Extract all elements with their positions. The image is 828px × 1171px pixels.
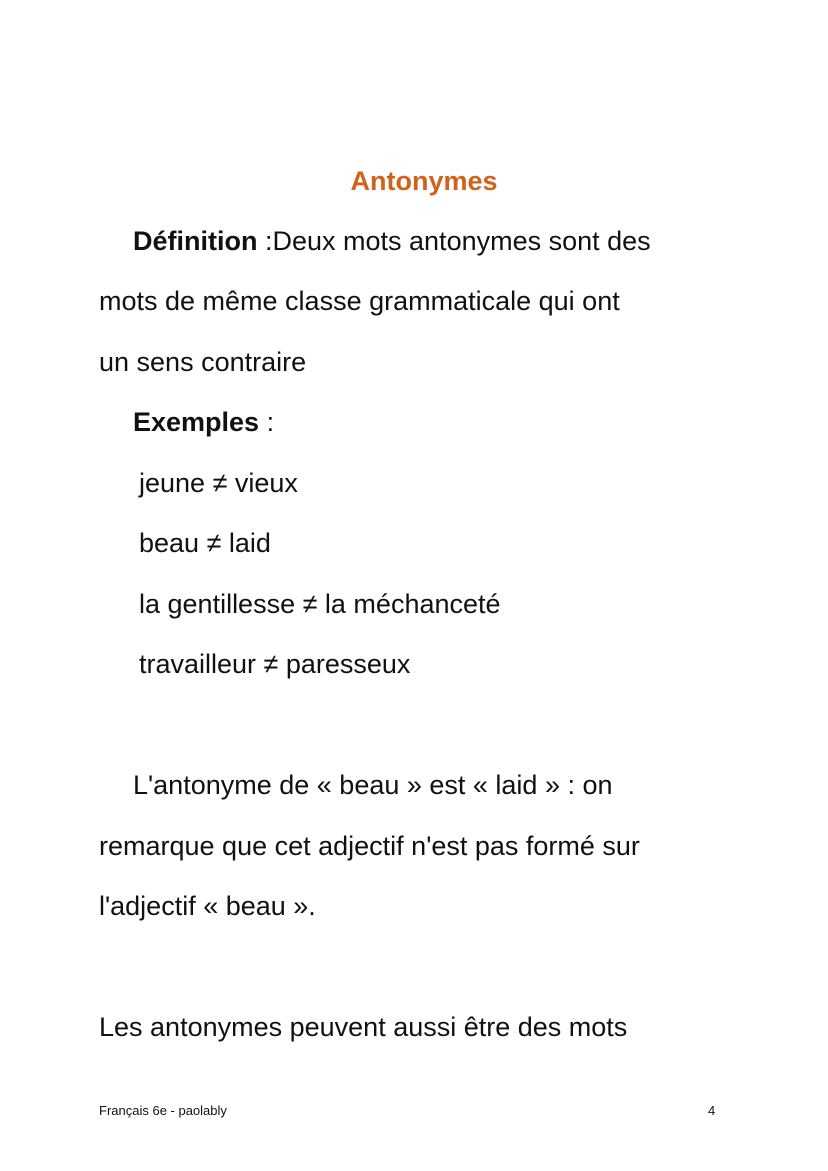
examples-heading-line bbox=[133, 403, 274, 441]
example-item: beau ≠ laid bbox=[139, 528, 271, 558]
final-paragraph-line: Les antonymes peuvent aussi être des mots bbox=[99, 1012, 628, 1042]
examples-heading: Exemples bbox=[133, 407, 260, 437]
remark-line: L'antonyme de « beau » est « laid » : on bbox=[133, 770, 613, 800]
example-item: la gentillesse ≠ la méchanceté bbox=[139, 589, 501, 619]
definition-term: Définition bbox=[133, 226, 258, 256]
remark-line: remarque que cet adjectif n'est pas formé sur bbox=[99, 831, 640, 861]
examples-colon: : bbox=[259, 407, 275, 437]
example-item: travailleur ≠ paresseux bbox=[139, 649, 411, 679]
remark-line: l'adjectif « beau ». bbox=[99, 891, 316, 921]
definition-line bbox=[133, 222, 651, 260]
definition-continuation-1: mots de même classe grammaticale qui ont bbox=[99, 286, 620, 316]
page-title: Antonymes bbox=[350, 166, 498, 196]
definition-continuation-2: un sens contraire bbox=[99, 347, 307, 377]
example-item: jeune ≠ vieux bbox=[139, 468, 298, 498]
page-number: 4 bbox=[708, 1103, 716, 1118]
definition-text: :Deux mots antonymes sont des bbox=[257, 226, 651, 256]
footer-left: Français 6e - paolably bbox=[99, 1103, 227, 1118]
